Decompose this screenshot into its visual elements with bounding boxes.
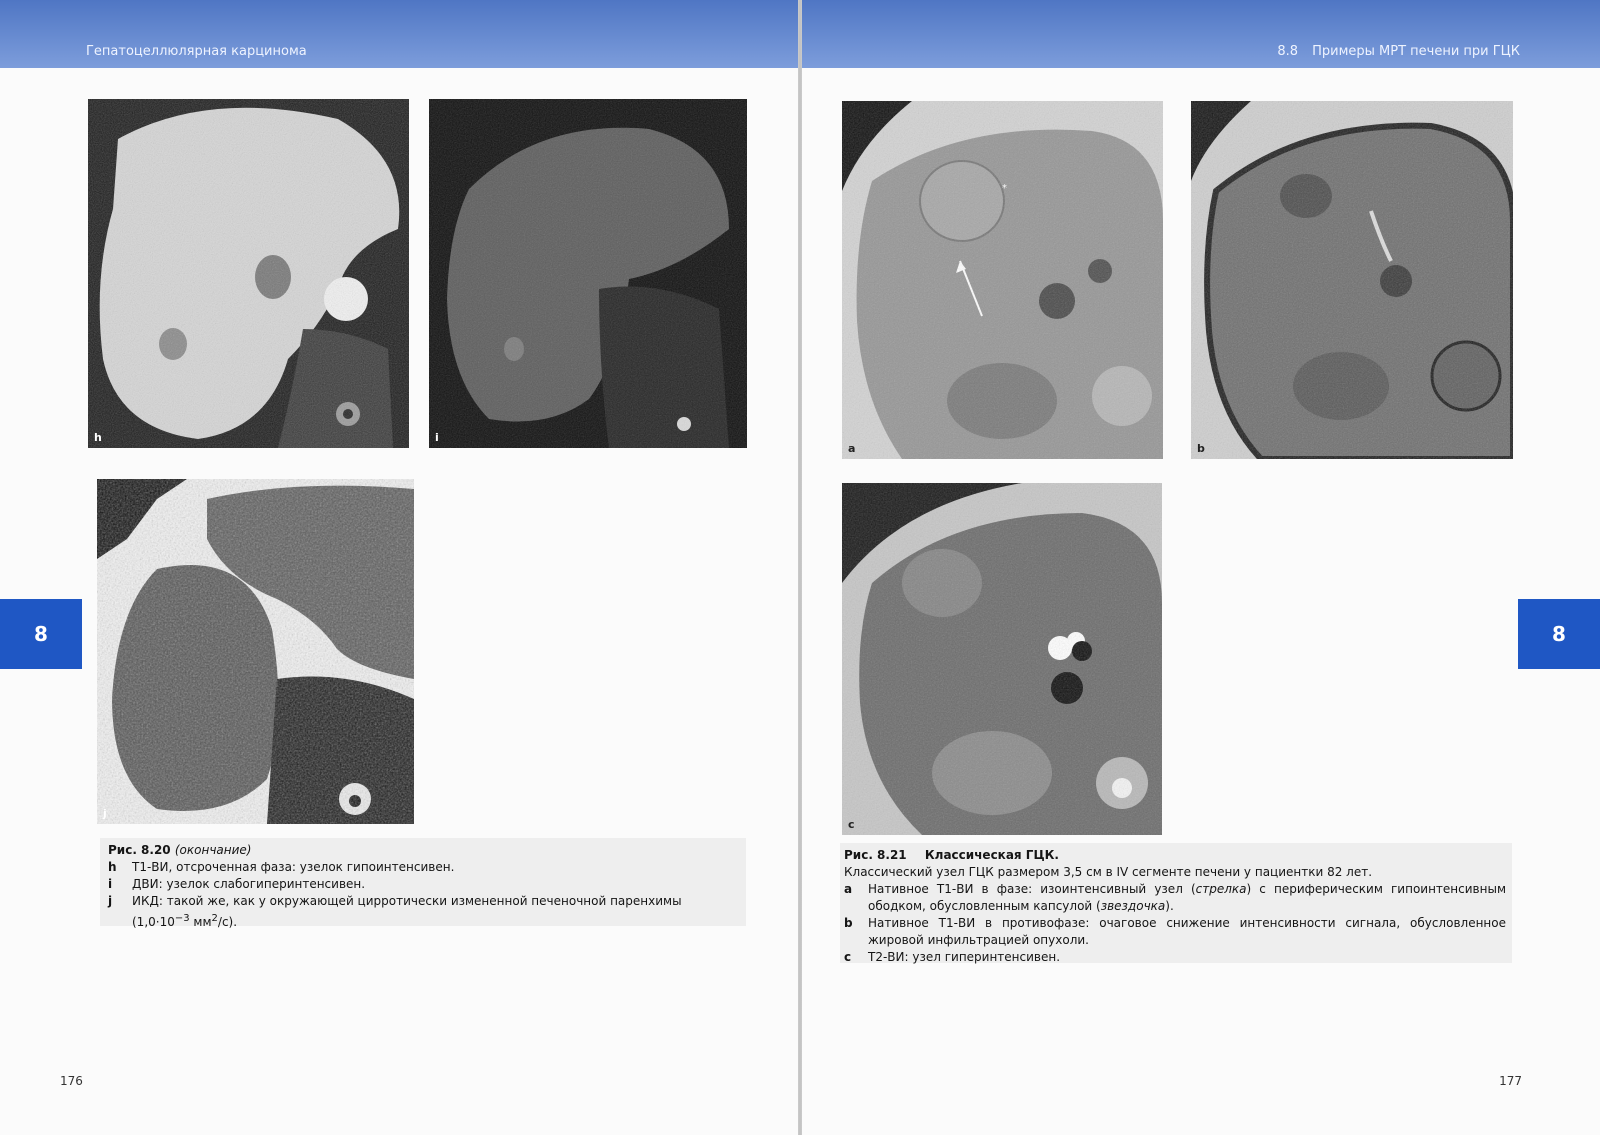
caption-intro: Классический узел ГЦК размером 3,5 см в IV сегменте печени у пациентки 82 лет. [844, 865, 1373, 879]
panel-letter: c [848, 818, 855, 831]
figure-caption-8-21 [840, 843, 1512, 963]
chapter-tab: 8 [0, 599, 82, 669]
panel-letter: j [103, 807, 107, 820]
caption-title: Рис. 8.20 (окончание) [108, 843, 252, 857]
caption-item-j: j ИКД: такой же, как у окружающей цирротически измененной печеночной паренхимы ($1,0\cdot 10^{-3}$ $мм^2/с$). [108, 894, 682, 929]
mri-image-j [97, 479, 414, 824]
caption-item-i: i ДВИ: узелок слабогиперинтенсивен. [108, 877, 366, 891]
mri-image-i [429, 99, 747, 448]
page-number: 176 [60, 1074, 83, 1088]
mri-image-a [842, 101, 1163, 459]
right-page [802, 0, 1600, 1135]
section-number: 8.8 [1277, 44, 1299, 59]
caption-item-h: h Т1-ВИ, отсроченная фаза: узелок гипоинтенсивен. [108, 860, 455, 874]
mri-image-b [1191, 101, 1513, 459]
left-page [0, 0, 798, 1135]
mri-image-h [88, 99, 409, 448]
running-head-text: Гепатоцеллюлярная карцинома [86, 44, 307, 59]
chapter-tab: 8 [1518, 599, 1600, 669]
caption-item-c: c Т2-ВИ: узел гиперинтенсивен. [844, 950, 1061, 964]
panel-letter: a [848, 442, 856, 455]
caption-item-a: a Нативное Т1-ВИ в фазе: изоинтенсивный узел (стрелка) с периферическим гипоинтенсивным ободком, обусловленным капсулой (звездочка). [844, 882, 1506, 913]
panel-letter: h [94, 431, 102, 444]
figure-caption-8-20 [100, 838, 746, 929]
mri-image-c [842, 483, 1162, 835]
running-head [86, 44, 307, 59]
page-number: 177 [1499, 1074, 1522, 1088]
running-head [1277, 44, 1520, 59]
caption-title: Рис. 8.21 Классическая ГЦК. [844, 848, 1059, 862]
running-head-text: Примеры МРТ печени при ГЦК [1312, 44, 1520, 59]
caption-item-b: b Нативное Т1-ВИ в противофазе: очаговое снижение интенсивности сигнала, обусловленное жировой инфильтрацией опухоли. [844, 916, 1506, 947]
panel-letter: b [1197, 442, 1205, 455]
panel-letter: i [435, 431, 439, 444]
